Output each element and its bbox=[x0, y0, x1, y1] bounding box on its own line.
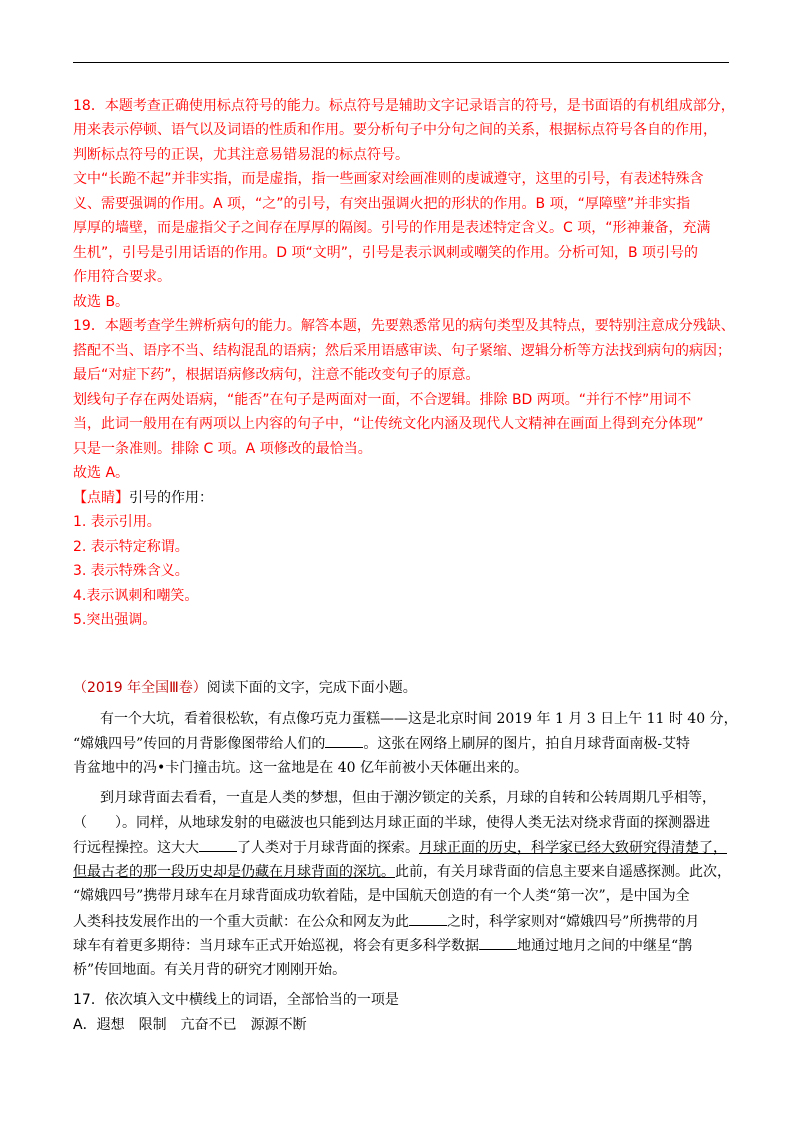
question-17-option-a: A．遐想 限制 亢奋不已 源源不断 bbox=[73, 1017, 307, 1033]
passage-text: “嫦娥四号”传回的月背影像图带给人们的 bbox=[73, 736, 326, 752]
answer-18-line: 生机”，引号是引用话语的作用。D 项“文明”，引号是表示讽刺或嘲笑的作用。分析可知，B 项引号的 bbox=[73, 245, 699, 261]
tip-text: 引号的作用： bbox=[129, 490, 213, 506]
answer-19-line: 当，此词一般用在有两项以上内容的句子中，“让传统文化内涵及现代人文精神在画面上得到充分体现” bbox=[73, 416, 704, 432]
tip-item: 3. 表示特殊含义。 bbox=[73, 563, 189, 579]
answer-19-line: 只是一条准则。排除 C 项。A 项修改的最恰当。 bbox=[73, 441, 372, 457]
passage-line: 到月球背面去看看，一直是人类的梦想，但由于潮汐锁定的关系，月球的自转和公转周期几乎相等， bbox=[100, 790, 716, 806]
answer-18-line: 判断标点符号的正误，尤其注意易错易混的标点符号。 bbox=[73, 147, 409, 163]
answer-18-line: 义、需要强调的作用。A 项，“之”的引号，有突出强调火把的形状的作用。B 项，“厚障壁”并非实指 bbox=[73, 196, 691, 212]
answer-19-line: 最后“对症下药”，根据语病修改病句，注意不能改变句子的原意。 bbox=[73, 367, 480, 383]
tip-item: 5.突出强调。 bbox=[73, 612, 157, 628]
answer-18-line: 18．本题考查正确使用标点符号的能力。标点符号是辅助文字记录语言的符号，是书面语的有机组成部分， bbox=[73, 98, 735, 114]
answer-18-line: 用来表示停顿、语气以及词语的性质和作用。要分析句子中分句之间的关系，根据标点符号各自的作用， bbox=[73, 122, 717, 138]
passage-text: 此前，有关月球背面的信息主要来自遥感探测。此次， bbox=[395, 864, 731, 880]
question-17-stem: 17．依次填入文中横线上的词语，全部恰当的一项是 bbox=[73, 992, 399, 1008]
fill-blank-3 bbox=[409, 913, 447, 926]
passage-text: 球车有着更多期待：当月球车正式开始巡视，将会有更多科学数据 bbox=[73, 938, 479, 954]
passage-line: （ ）。同样，从地球发射的电磁波也只能到达月球正面的半球，使得人类无法对绕求背面的探测器进 bbox=[73, 815, 710, 831]
passage-text: 行远程操控。这大大 bbox=[73, 840, 199, 856]
passage-text: 人类科技发展作出的一个重大贡献：在公众和网友为此 bbox=[73, 914, 409, 930]
underlined-sentence: 但最古老的那一段历史却是仍藏在月球背面的深坑。 bbox=[73, 864, 395, 880]
tip-label: 【点睛】 bbox=[73, 490, 129, 506]
passage-line bbox=[73, 913, 699, 930]
passage-line bbox=[73, 839, 727, 856]
passage-line bbox=[73, 937, 692, 954]
passage-line bbox=[73, 735, 690, 752]
passage-text: 了人类对于月球背面的探索。 bbox=[237, 840, 419, 856]
answer-19-choice: 故选 A。 bbox=[73, 465, 130, 481]
answer-18-line: 厚厚的墙壁，而是虚指父子之间存在厚厚的隔阂。引号的作用是表述特定含义。C 项，“形神兼备，充满 bbox=[73, 220, 711, 236]
passage-instruction: 阅读下面的文字，完成下面小题。 bbox=[206, 680, 417, 696]
tip-item: 4.表示讽刺和嘲笑。 bbox=[73, 588, 199, 604]
passage-line: “嫦娥四号”携带月球车在月球背面成功软着陆，是中国航天创造的有一个人类“第一次”，是中国为全 bbox=[73, 888, 690, 904]
passage-line: 有一个大坑，看着很松软，有点像巧克力蛋糕——这是北京时间 2019 年 1 月 3 日上午 11 时 40 分， bbox=[100, 711, 738, 727]
fill-blank-2 bbox=[199, 839, 237, 852]
answer-18-line: 文中“长跪不起”并非实指，而是虚指，指一些画家对绘画准则的虔诚遵守，这里的引号，有表述特殊含 bbox=[73, 171, 704, 187]
answer-18-choice: 故选 B。 bbox=[73, 294, 130, 310]
header-rule bbox=[73, 62, 729, 63]
fill-blank-4 bbox=[479, 937, 517, 950]
tip-item: 2. 表示特定称谓。 bbox=[73, 539, 189, 555]
passage-text: 之时，科学家则对“嫦娥四号”所携带的月 bbox=[447, 914, 700, 930]
underlined-sentence: 月球正面的历史，科学家已经大致研究得清楚了， bbox=[419, 840, 727, 856]
passage-line: 肯盆地中的冯•卡门撞击坑。这一盆地是在 40 亿年前被小天体砸出来的。 bbox=[73, 760, 528, 776]
answer-19-line: 19．本题考查学生辨析病句的能力。解答本题，先要熟悉常见的病句类型及其特点，要特别注意成分残缺、 bbox=[73, 318, 735, 334]
tip-item: 1. 表示引用。 bbox=[73, 514, 161, 530]
answer-19-line: 搭配不当、语序不当、结构混乱的语病；然后采用语感审读、句子紧缩、逻辑分析等方法找到病句的病因； bbox=[73, 343, 731, 359]
passage-text: 地通过地月之间的中继星“鹊 bbox=[517, 938, 693, 954]
passage-line bbox=[73, 864, 731, 880]
passage-line: 桥”传回地面。有关月背的研究才刚刚开始。 bbox=[73, 962, 347, 978]
answer-19-line: 划线句子存在两处语病，“能否”在句子是两面对一面，不合逻辑。排除 BD 两项。“并行不悖”用词不 bbox=[73, 392, 692, 408]
answer-18-line: 作用符合要求。 bbox=[73, 269, 171, 285]
passage-heading bbox=[73, 680, 417, 696]
passage-text: 。这张在网络上刷屏的图片，拍自月球背面南极-艾特 bbox=[363, 736, 691, 752]
fill-blank-1 bbox=[325, 735, 363, 748]
tip-heading bbox=[73, 490, 213, 506]
passage-source: （2019 年全国Ⅲ卷） bbox=[73, 680, 207, 696]
